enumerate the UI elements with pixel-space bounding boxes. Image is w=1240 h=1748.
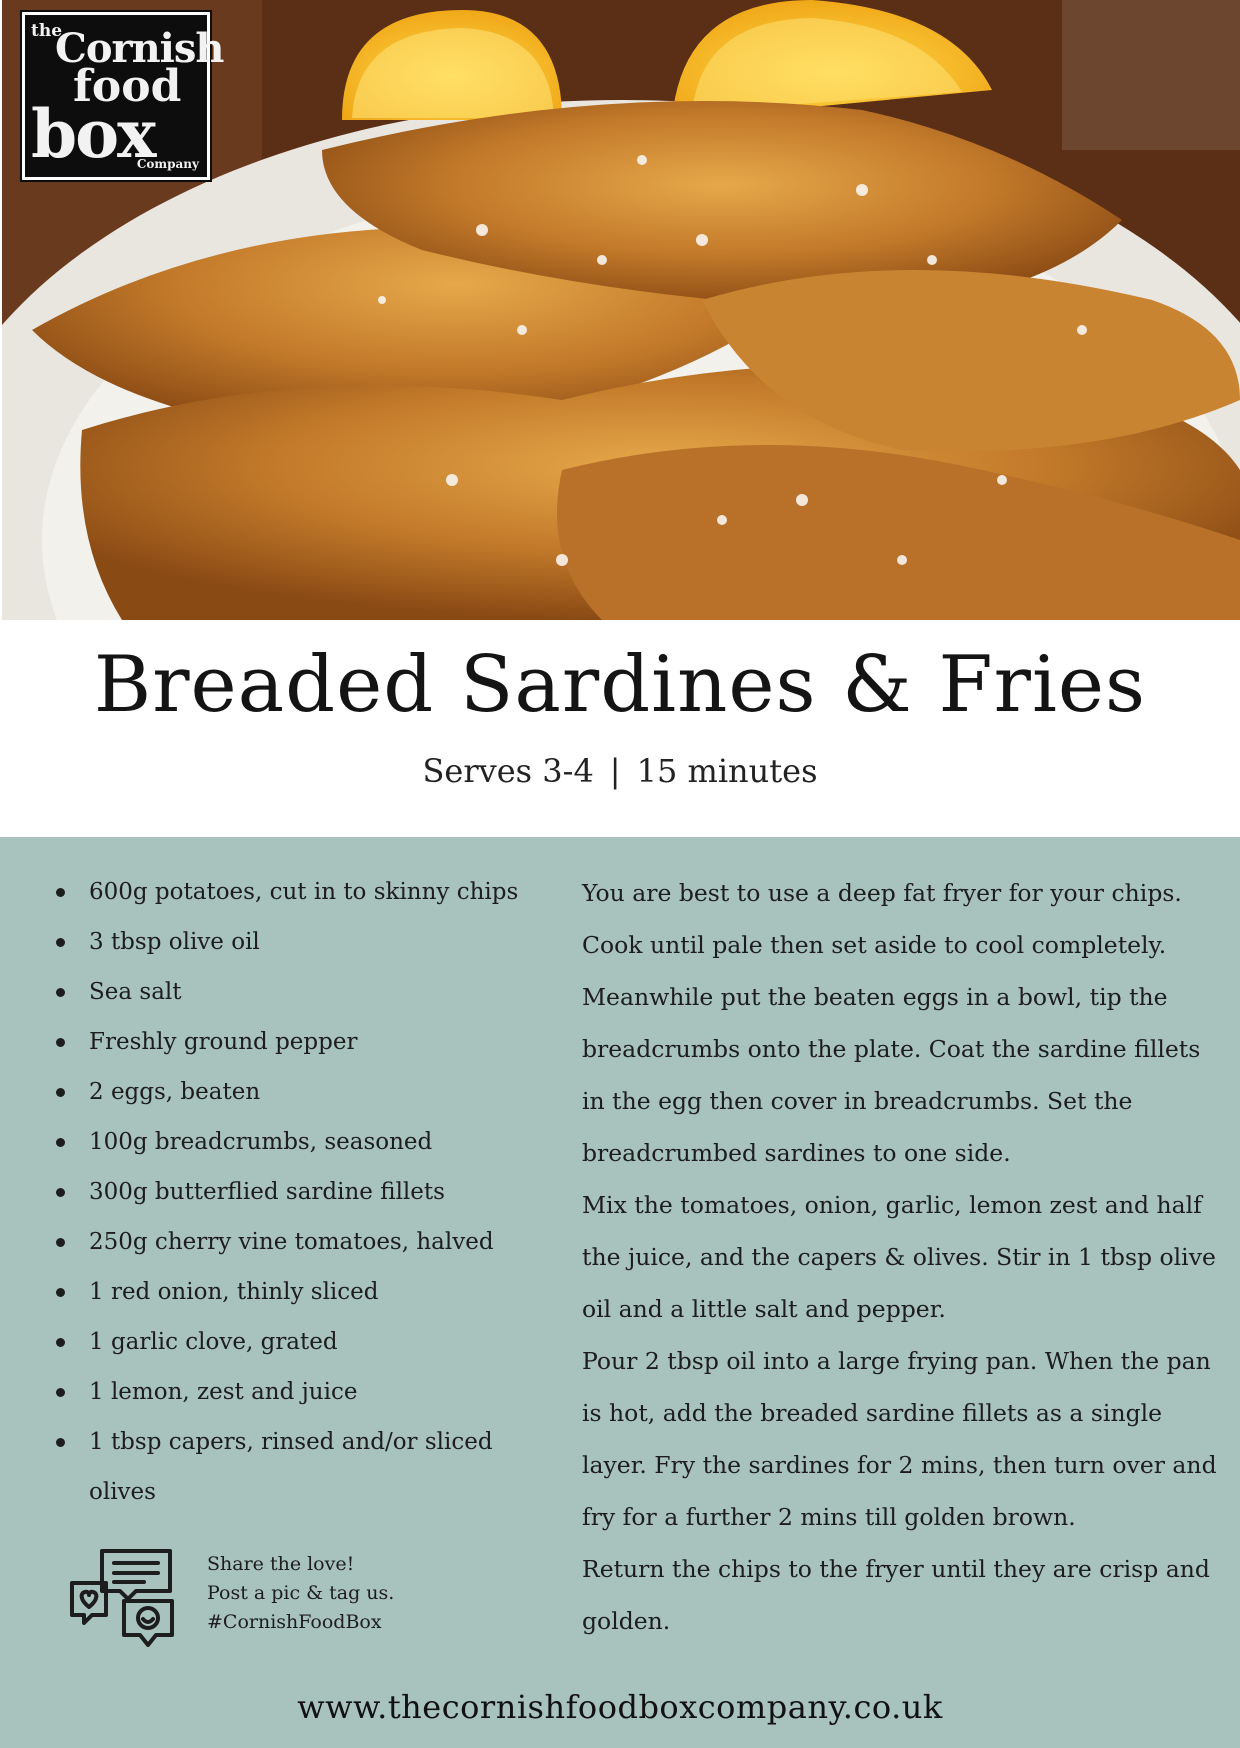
share-line-1: Share the love! (207, 1553, 355, 1575)
method-step: Meanwhile put the beaten eggs in a bowl, tip the breadcrumbs onto the plate. Coat the sardine fillets in the egg then cover in breadcrumbs. Set the breadcrumbed sardines to one side. (582, 983, 1201, 1167)
recipe-title: Breaded Sardines & Fries (93, 640, 1147, 730)
hero-photo (2, 0, 1240, 620)
method-step: Pour 2 tbsp oil into a large frying pan. When the pan is hot, add the breaded sardine fillets as a single layer. Fry the sardines for 2 mins, then turn over and fry for a further 2 mins till golden brown. (582, 1347, 1217, 1531)
method-step: Return the chips to the fryer until they are crisp and golden. (582, 1555, 1210, 1635)
share-block (70, 1540, 430, 1655)
share-line-3: #CornishFoodBox (207, 1611, 382, 1633)
ingredient-item: 1 lemon, zest and juice (50, 1367, 550, 1417)
ingredient-item: 3 tbsp olive oil (50, 917, 550, 967)
social-share-icon (70, 1545, 180, 1651)
ingredient-item: 600g potatoes, cut in to skinny chips (50, 867, 550, 917)
ingredient-item: 100g breadcrumbs, seasoned (50, 1117, 550, 1167)
ingredient-item: 300g butterflied sardine fillets (50, 1167, 550, 1217)
recipe-time: 15 minutes (636, 752, 818, 790)
logo-box: box (31, 95, 155, 173)
website-url: www.thecornishfoodboxcompany.co.uk (297, 1688, 943, 1726)
ingredient-item: Freshly ground pepper (50, 1017, 550, 1067)
ingredient-item: 1 garlic clove, grated (50, 1317, 550, 1367)
logo-company: Company (136, 157, 199, 171)
meta-separator: | (609, 752, 621, 790)
ingredients-list (50, 867, 550, 1517)
method-text (582, 867, 1222, 1647)
ingredient-item: 1 red onion, thinly sliced (50, 1267, 550, 1317)
logo-the: the (31, 21, 63, 41)
cornish-food-box-logo (22, 12, 224, 180)
recipe-meta (0, 752, 1240, 790)
share-line-2: Post a pic & tag us. (207, 1582, 395, 1604)
logo-food: food (73, 61, 182, 112)
recipe-serves: Serves 3-4 (422, 752, 594, 790)
method-step: Mix the tomatoes, onion, garlic, lemon zest and half the juice, and the capers & olives. Stir in 1 tbsp olive oil and a little salt and pepper. (582, 1191, 1216, 1323)
share-text (207, 1550, 394, 1637)
logo-cornish: Cornish (55, 25, 224, 72)
ingredient-item: 250g cherry vine tomatoes, halved (50, 1217, 550, 1267)
ingredient-item: 2 eggs, beaten (50, 1067, 550, 1117)
ingredient-item: Sea salt (50, 967, 550, 1017)
ingredient-item: 1 tbsp capers, rinsed and/or sliced olives (50, 1417, 550, 1517)
method-step: You are best to use a deep fat fryer for your chips. Cook until pale then set aside to cool completely. (582, 879, 1182, 959)
